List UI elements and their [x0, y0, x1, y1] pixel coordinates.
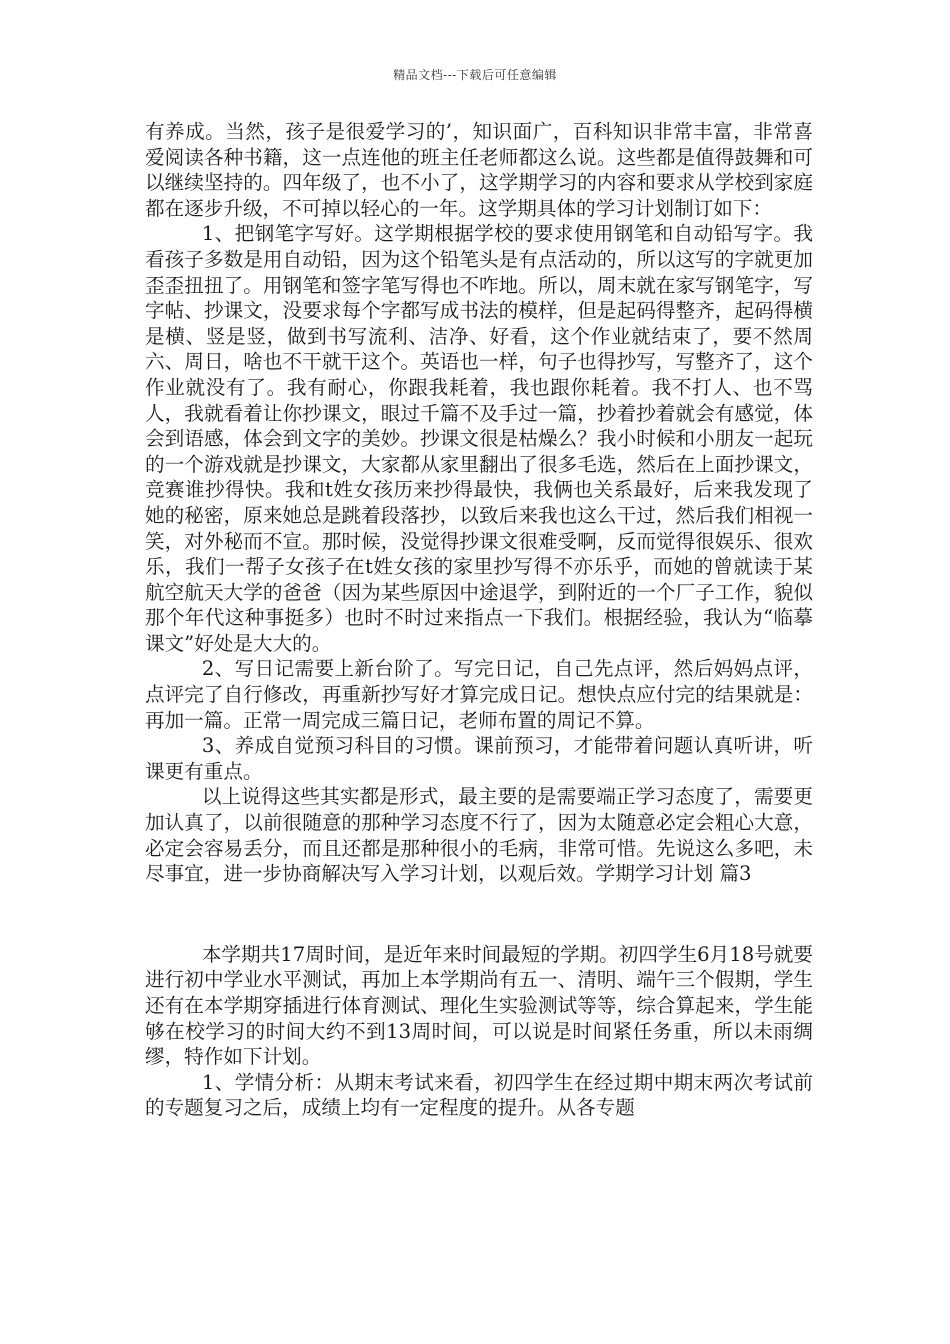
paragraph-summary: 以上说得这些其实都是形式，最主要的是需要端正学习态度了，需要更加认真了，以前很随意的那种学习态度不行了，因为太随意必定会粗心大意，必定会容易丢分，而且还都是那种很小的毛病，非常可惜。先说这么多吧，未尽事宜，进一步协商解决写入学习计划，以观后效。学期学习计划 篇3: [145, 785, 813, 886]
paragraph-plan3-item-1: 1、学情分析：从期末考试来看，初四学生在经过期中期末两次考试前的专题复习之后，成绩上均有一定程度的提升。从各专题: [145, 1070, 813, 1120]
document-body: [145, 119, 813, 1121]
section-gap: [145, 887, 813, 942]
paragraph-intro: 有养成。当然，孩子是很爱学习的’，知识面广，百科知识非常丰富，非常喜爱阅读各种书籍，这一点连他的班主任老师都这么说。这些都是值得鼓舞和可以继续坚持的。四年级了，也不小了，这学期学习的内容和要求从学校到家庭都在逐步升级，不可掉以轻心的一年。这学期具体的学习计划制订如下：: [145, 120, 813, 220]
paragraph-item-2: 2、写日记需要上新台阶了。写完日记，自己先点评，然后妈妈点评，点评完了自行修改，再重新抄写好才算完成日记。想快点应付完的结果就是：再加一篇。正常一周完成三篇日记，老师布置的周记不算。: [145, 657, 813, 732]
paragraph-item-3: 3、养成自觉预习科目的习惯。课前预习，才能带着问题认真听讲，听课更有重点。: [145, 734, 813, 783]
page-header: 精品文档---下载后可任意编辑: [393, 68, 557, 82]
paragraph-plan3-intro: 本学期共17周时间，是近年来时间最短的学期。初四学生6月18号就要进行初中学业水平测试，再加上本学期尚有五一、清明、端午三个假期，学生还有在本学期穿插进行体育测试、理化生实验测试等等，综合算起来，学生能够在校学习的时间大约不到13周时间，可以说是时间紧任务重，所以未雨绸缪，特作如下计划。: [145, 942, 813, 1069]
paragraph-item-1: 1、把钢笔字写好。这学期根据学校的要求使用钢笔和自动铅写字。我看孩子多数是用自动铅，因为这个铅笔头是有点活动的，所以这写的字就更加歪歪扭扭了。用钢笔和签字笔写得也不咋地。所以，周末就在家写钢笔字，写字帖、抄课文，没要求每个字都写成书法的模样，但是起码得整齐，起码得横是横、竖是竖，做到书写流利、洁净、好看，这个作业就结束了，要不然周六、周日，啥也不干就干这个。英语也一样，句子也得抄写，写整齐了，这个作业就没有了。我有耐心，你跟我耗着，我也跟你耗着。我不打人、也不骂人，我就看着让你抄课文，眼过千篇不及手过一篇，抄着抄着就会有感觉，体会到语感，体会到文字的美妙。抄课文很是枯燥么？我小时候和小朋友一起玩的一个游戏就是抄课文，大家都从家里翻出了很多毛选，然后在上面抄课文，竞赛谁抄得快。我和t姓女孩历来抄得最快，我俩也关系最好，后来我发现了她的秘密，原来她总是跳着段落抄，以致后来我也这么干过，然后我们相视一笑，对外秘而不宣。那时候，没觉得抄课文很难受啊，反而觉得很娱乐、很欢乐，我们一帮子女孩子在t姓女孩的家里抄写得不亦乐乎，而她的曾就读于某航空航天大学的爸爸（因为某些原因中途退学，到附近的一个厂子工作，貌似那个年代这种事挺多）也时不时过来指点一下我们。根据经验，我认为“临摹课文”好处是大大的。: [145, 222, 813, 655]
